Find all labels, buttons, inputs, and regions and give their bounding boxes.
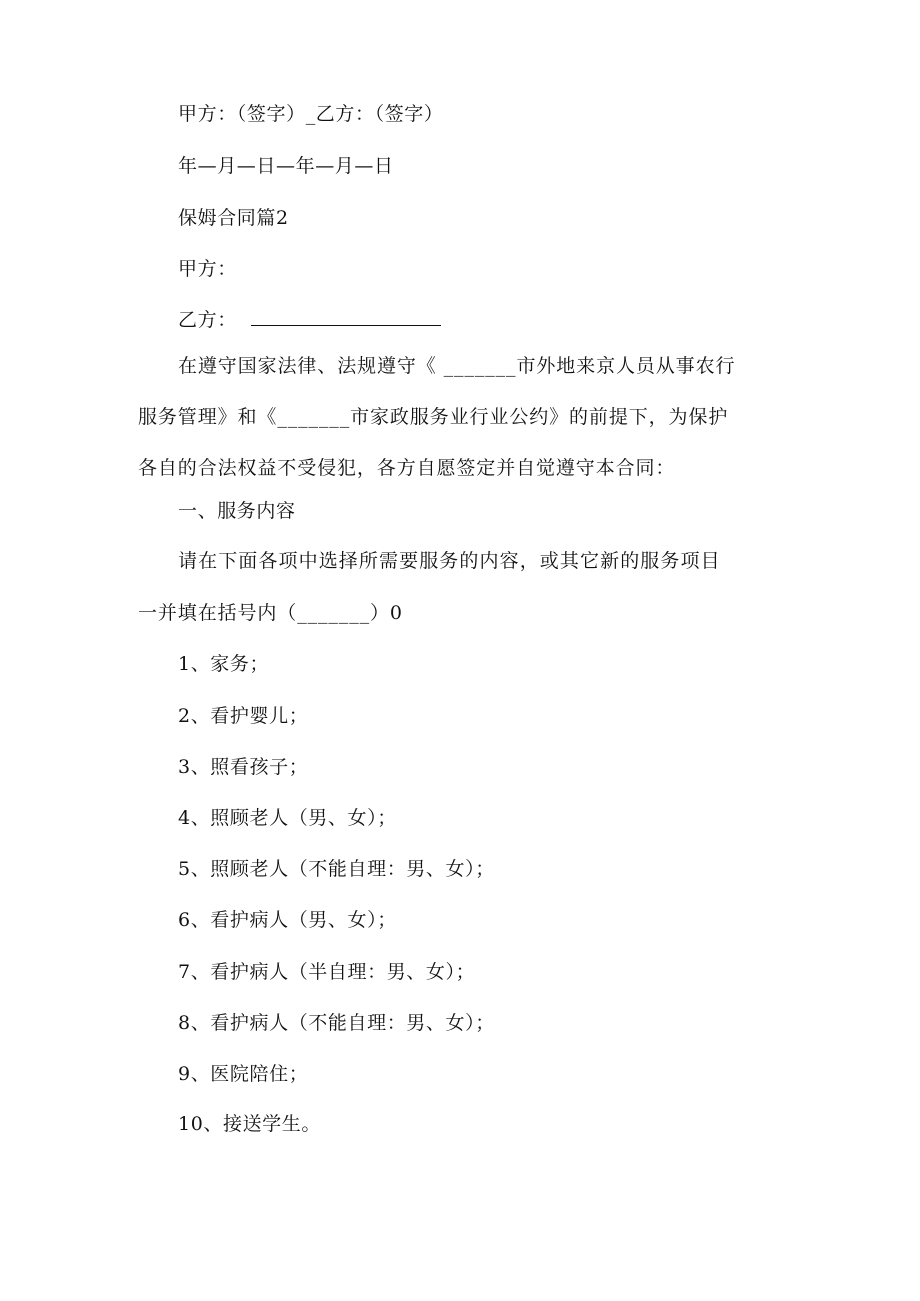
intro-blank-2: _______ xyxy=(277,406,351,428)
service-item: 2、看护婴儿； xyxy=(178,705,309,727)
service-item: 4、照顾老人（男、女）； xyxy=(178,807,397,829)
service-item: 9、医院陪住； xyxy=(178,1063,309,1085)
intro-blank-1: _______ xyxy=(443,355,517,377)
signature-line: 甲方：（签字）_乙方：（签字） xyxy=(178,103,444,125)
intro-line-1: 在遵守国家法律、法规遵守《 _______市外地来京人员从事农行 xyxy=(178,355,736,377)
intro-line-3: 各自的合法权益不受侵犯，各方自愿签定并自觉遵守本合同： xyxy=(138,457,676,479)
date-line: 年—月—日—年—月—日 xyxy=(178,155,394,177)
party-a-label: 甲方： xyxy=(178,258,237,280)
service-item: 6、看护病人（男、女）； xyxy=(178,909,397,931)
intro-line-2: 服务管理》和《_______市家政服务业行业公约》的前提下，为保护 xyxy=(138,406,729,428)
selection-instruction-line-1: 请在下面各项中选择所需要服务的内容，或其它新的服务项目 xyxy=(178,550,721,572)
service-heading: 一、服务内容 xyxy=(178,500,296,522)
party-b-blank xyxy=(251,306,441,326)
section-title: 保姆合同篇2 xyxy=(178,207,289,229)
service-item: 1、家务； xyxy=(178,653,270,675)
selection-blank: _______ xyxy=(297,602,371,624)
service-item: 8、看护病人（不能自理：男、女）； xyxy=(178,1012,495,1034)
selection-instruction-line-2: 一并填在括号内（_______）0 xyxy=(138,602,403,624)
service-item: 10、接送学生。 xyxy=(178,1113,321,1135)
service-item: 5、照顾老人（不能自理：男、女）； xyxy=(178,858,495,880)
service-item: 3、照看孩子； xyxy=(178,756,309,778)
party-b-label: 乙方： xyxy=(178,309,237,331)
service-item: 7、看护病人（半自理：男、女）； xyxy=(178,961,476,983)
party-b-line xyxy=(178,306,441,333)
